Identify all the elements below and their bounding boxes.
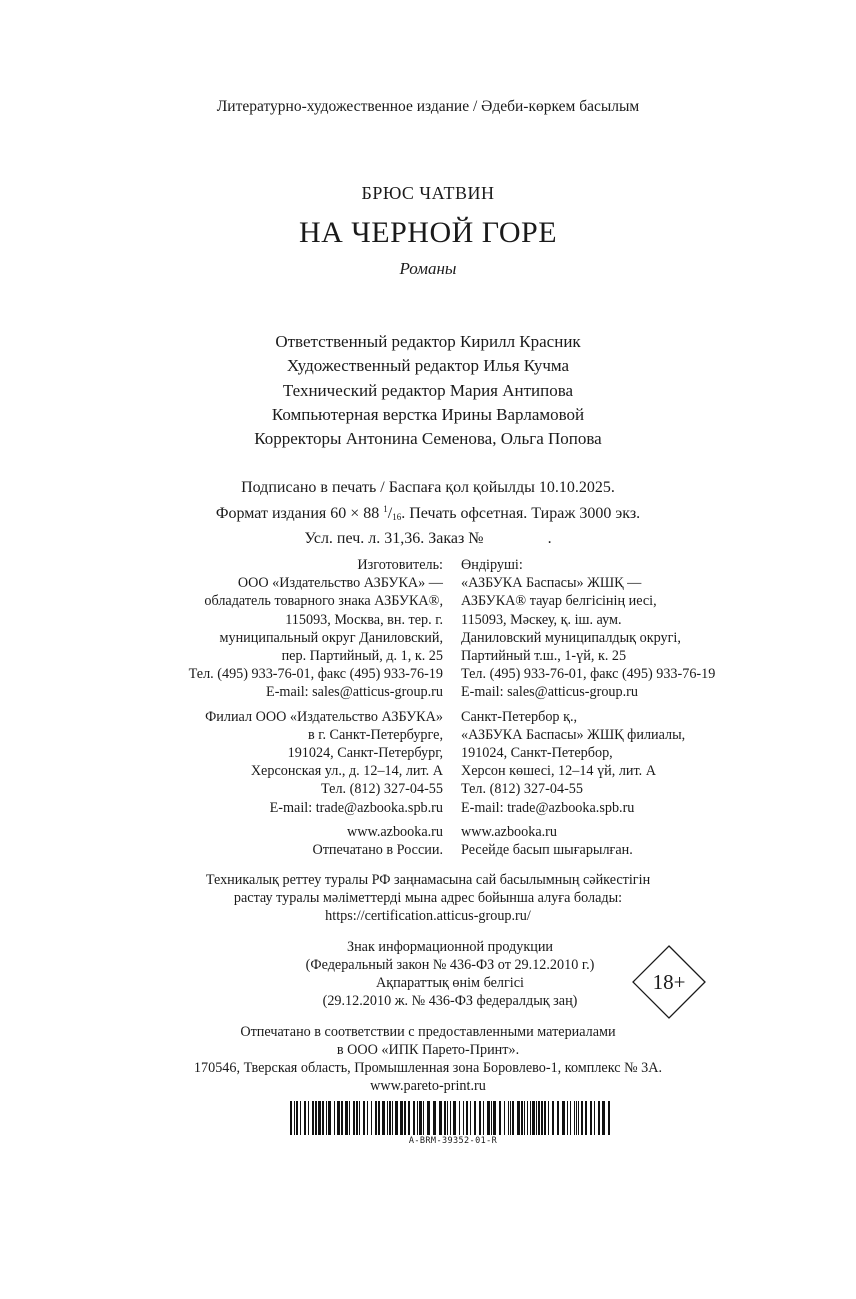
format-suffix: . Печать офсетная. Тираж 3000 экз. xyxy=(401,504,641,522)
branch-ru-line: 191024, Санкт-Петербург, xyxy=(287,745,443,762)
manufacturer-kz-line: E-mail: sales@atticus-group.ru xyxy=(461,684,638,701)
book-subtitle: Романы xyxy=(399,259,457,278)
printer-line: в ООО «ИПК Парето-Принт». xyxy=(336,1042,520,1058)
printer-url: www.pareto-print.ru xyxy=(370,1078,486,1094)
format-denominator: 16 xyxy=(392,511,402,522)
branch-kz-line: Тел. (812) 327-04-55 xyxy=(461,781,583,798)
branch-kz-line: «АЗБУКА Баспасы» ЖШҚ филиалы, xyxy=(461,726,686,743)
branch-ru-line: Херсонская ул., д. 12–14, лит. А xyxy=(250,763,443,780)
manufacturer-kz-line: 115093, Мәскеу, қ. іш. аум. xyxy=(461,611,622,628)
credit-line: Технический редактор Мария Антипова xyxy=(282,380,574,400)
editorial-credits xyxy=(0,330,856,451)
barcode-text: A-BRM-39352-01-R xyxy=(408,1136,498,1146)
manufacturer-kz-line: Тел. (495) 933-76-01, факс (495) 933-76-19 xyxy=(461,666,716,683)
branch-ru-line: E-mail: trade@azbooka.spb.ru xyxy=(269,799,443,816)
certification-line: растау туралы мәліметтерді мына адрес бойынша алуға болады: xyxy=(233,890,623,906)
age-info-line: Ақпараттық өнім белгісі xyxy=(376,975,524,991)
manufacturer-kz-line: Өндіруші: xyxy=(461,557,523,573)
web-kz-line: www.azbooka.ru xyxy=(461,823,557,840)
branch-kz-line: 191024, Санкт-Петербор, xyxy=(461,745,613,762)
manufacturer-ru-line: Тел. (495) 933-76-01, факс (495) 933-76-19 xyxy=(188,666,443,683)
web-ru-line: www.azbooka.ru xyxy=(347,823,443,840)
edition-type-line: Литературно-художественное издание / Әдеби-көркем басылым xyxy=(216,98,640,115)
branch-ru-line: Тел. (812) 327-04-55 xyxy=(321,781,443,798)
age-rating-label: 18+ xyxy=(652,969,686,994)
certification-url: https://certification.atticus-group.ru/ xyxy=(325,908,531,924)
branch-ru-line: в г. Санкт-Петербурге, xyxy=(307,726,443,743)
age-info-line: (29.12.2010 ж. № 436-ФЗ федералдық заң) xyxy=(322,993,578,1009)
branch-kz-line: Санкт-Петербор қ., xyxy=(461,708,578,725)
manufacturer-ru-line: E-mail: sales@atticus-group.ru xyxy=(266,684,443,701)
age-info-line: Знак информационной продукции xyxy=(346,939,554,955)
manufacturer-ru-line: 115093, Москва, вн. тер. г. xyxy=(285,611,443,628)
printer-line: Отпечатано в соответствии с предоставленными материалами xyxy=(240,1024,616,1040)
manufacturer-ru-line: муниципальный округ Даниловский, xyxy=(219,629,443,646)
signed-date-line: Подписано в печать / Баспаға қол қойылды 10.10.2025. xyxy=(241,479,615,496)
credit-line: Компьютерная верстка Ирины Варламовой xyxy=(271,404,585,424)
web-kz-line: Ресейде басып шығарылған. xyxy=(461,842,633,859)
branch-ru-line: Филиал ООО «Издательство АЗБУКА» xyxy=(205,708,443,725)
credit-line: Художественный редактор Илья Кучма xyxy=(286,356,570,376)
format-line xyxy=(0,499,856,529)
publisher-info-ru xyxy=(189,556,443,859)
format-slash: / xyxy=(387,504,393,522)
certification-note xyxy=(0,871,856,925)
manufacturer-kz-line: «АЗБУКА Баспасы» ЖШҚ — xyxy=(461,575,642,592)
manufacturer-ru-line: ООО «Издательство АЗБУКА» — xyxy=(237,575,443,592)
barcode-icon xyxy=(290,1101,616,1135)
age-info-line: (Федеральный закон № 436-ФЗ от 29.12.2010 г.) xyxy=(305,957,595,973)
age-rating-info xyxy=(230,938,670,1010)
web-ru-line: Отпечатано в России. xyxy=(312,842,443,859)
order-line: Усл. печ. л. 31,36. Заказ № . xyxy=(304,530,552,547)
author-name: БРЮС ЧАТВИН xyxy=(361,183,495,203)
printer-info xyxy=(0,1023,856,1095)
manufacturer-ru-line: обладатель товарного знака АЗБУКА®, xyxy=(204,593,443,610)
credit-line: Ответственный редактор Кирилл Красник xyxy=(275,332,581,351)
printer-line: 170546, Тверская область, Промышленная зона Боровлево-1, комплекс № 3А. xyxy=(193,1060,663,1076)
publisher-info-kz xyxy=(461,556,715,859)
credit-line: Корректоры Антонина Семенова, Ольга Попова xyxy=(254,429,602,449)
book-title: НА ЧЕРНОЙ ГОРЕ xyxy=(298,216,558,249)
manufacturer-ru-line: Изготовитель: xyxy=(357,557,443,573)
certification-line: Техникалық реттеу туралы РФ заңнамасына сай басылымның сәйкестігін xyxy=(205,872,651,888)
branch-kz-line: Херсон көшесі, 12–14 үй, лит. А xyxy=(461,763,657,780)
manufacturer-kz-line: Даниловский муниципалдық округі, xyxy=(461,629,681,646)
manufacturer-ru-line: пер. Партийный, д. 1, к. 25 xyxy=(281,648,443,665)
format-numerator: 1 xyxy=(383,503,388,514)
manufacturer-kz-line: АЗБУКА® тауар белгісінің иесі, xyxy=(461,593,657,610)
print-info xyxy=(0,477,856,550)
manufacturer-kz-line: Партийный т.ш., 1-үй, к. 25 xyxy=(461,648,627,665)
format-prefix: Формат издания 60 × 88 xyxy=(215,504,384,522)
branch-kz-line: E-mail: trade@azbooka.spb.ru xyxy=(461,799,635,816)
